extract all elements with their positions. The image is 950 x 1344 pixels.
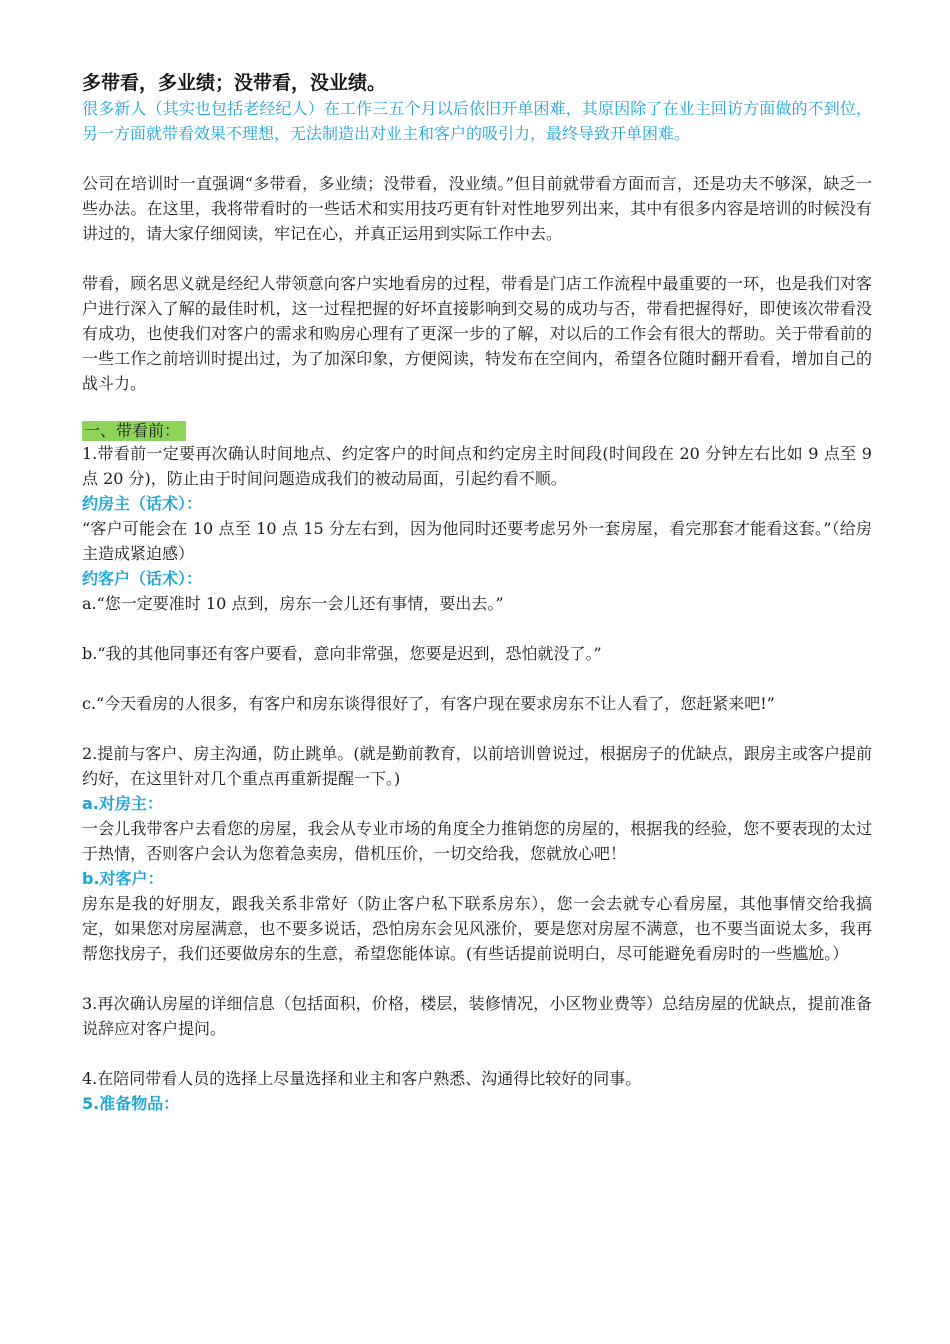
paragraph-training: 公司在培训时一直强调“多带看，多业绩；没带看，没业绩。”但目前就带看方面而言，还是功夫不够深，缺乏一些办法。在这里，我将带看时的一些话术和实用技巧更有针对性地罗列出来，其中有很多内容是培训的时候没有讲过的，请大家仔细阅读，牢记在心，并真正运用到实际工作中去。 <box>82 174 872 243</box>
intro-paragraph: 很多新人（其实也包括老经纪人）在工作三五个月以后依旧开单困难，其原因除了在业主回访方面做的不到位，另一方面就带看效果不理想，无法制造出对业主和客户的吸引力，最终导致开单困难。 <box>82 99 872 143</box>
item-1: 1.带看前一定要再次确认时间地点、约定客户的时间点和约定房主时间段(时间段在 20 分钟左右比如 9 点至 9 点 20 分)，防止由于时间问题造成我们的被动局面，引起约看不顺。 <box>82 444 872 488</box>
to-landlord-text: 一会儿我带客户去看您的房屋，我会从专业市场的角度全力推销您的房屋的，根据我的经验，您不要表现的太过于热情，否则客户会认为您着急卖房，借机压价，一切交给我，您就放心吧！ <box>82 819 872 863</box>
document-title: 多带看，多业绩；没带看，没业绩。 <box>82 72 387 94</box>
item-2: 2.提前与客户、房主沟通，防止跳单。(就是勤前教育，以前培训曾说过，根据房子的优缺点，跟房主或客户提前约好，在这里针对几个重点再重新提醒一下。) <box>82 744 872 788</box>
item-3: 3.再次确认房屋的详细信息（包括面积，价格，楼层，装修情况，小区物业费等）总结房屋的优缺点，提前准备说辞应对客户提问。 <box>82 994 872 1038</box>
section-heading-before-viewing <box>82 421 872 441</box>
landlord-script-heading: 约房主（话术）： <box>82 494 203 513</box>
to-landlord-heading: a.对房主： <box>82 794 163 813</box>
client-script-heading: 约客户（话术）： <box>82 569 203 588</box>
item-5-heading: 5.准备物品： <box>82 1094 180 1113</box>
item-4: 4.在陪同带看人员的选择上尽量选择和业主和客户熟悉、沟通得比较好的同事。 <box>82 1069 642 1088</box>
landlord-script: “客户可能会在 10 点至 10 点 15 分左右到，因为他同时还要考虑另外一套房屋，看完那套才能看这套。”（给房主造成紧迫感） <box>82 519 872 563</box>
to-client-text: 房东是我的好朋友，跟我关系非常好（防止客户私下联系房东），您一会去就专心看房屋，其他事情交给我搞定，如果您对房屋满意，也不要多说话，恐怕房东会见风涨价，要是您对房屋不满意，也不要当面说太多，我再帮您找房子，我们还要做房东的生意，希望您能体谅。(有些话提前说明白，尽可能避免看房时的一些尴尬。） <box>82 894 872 963</box>
client-script-b: b.“我的其他同事还有客户要看，意向非常强，您要是迟到，恐怕就没了。” <box>82 644 602 663</box>
to-client-heading: b.对客户： <box>82 869 164 888</box>
client-script-a: a.“您一定要准时 10 点到，房东一会儿还有事情，要出去。” <box>82 594 504 613</box>
section-heading-label: 一、带看前： <box>82 421 186 441</box>
client-script-c: c.“今天看房的人很多，有客户和房东谈得很好了，有客户现在要求房东不让人看了，您赶紧来吧!” <box>82 694 775 713</box>
document-page <box>82 70 872 1116</box>
paragraph-definition: 带看，顾名思义就是经纪人带领意向客户实地看房的过程，带看是门店工作流程中最重要的一环，也是我们对客户进行深入了解的最佳时机，这一过程把握的好坏直接影响到交易的成功与否，带看把握得好，即使该次带看没有成功，也使我们对客户的需求和购房心理有了更深一步的了解，对以后的工作会有很大的帮助。关于带看前的一些工作之前培训时提出过，为了加深印象，方便阅读，特发布在空间内，希望各位随时翻开看看，增加自己的战斗力。 <box>82 274 872 393</box>
